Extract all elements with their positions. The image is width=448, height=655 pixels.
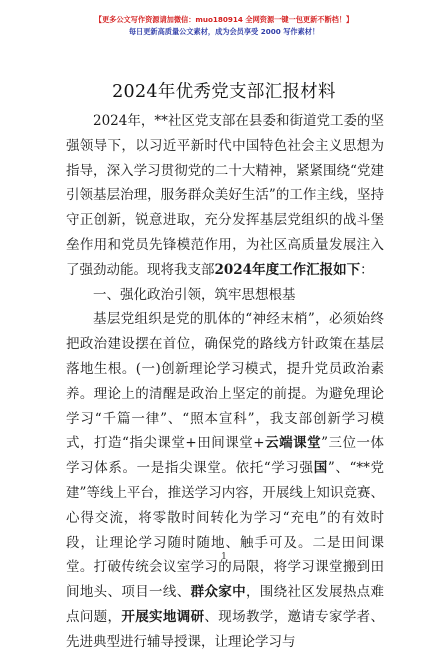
section-1-bold-2: 国 — [313, 460, 328, 477]
section-1-text-d: ，围绕社区发展热点难点问题， — [66, 584, 385, 625]
intro-bold-text: 2024年度工作汇报如下 — [214, 261, 361, 278]
section-1-bold-1: 云端课堂 — [264, 435, 322, 452]
section-1-bold-4: 开展实地调研 — [121, 608, 205, 625]
page-number: 1 — [221, 552, 227, 562]
document-title: 2024年优秀党支部汇报材料 — [112, 82, 336, 102]
section-1-text-a: 基层党组织是党的肌体的“神经末梢”，必须始终把政治建设摆在首位，确保党的路线方针政策在基层落地生根。(一)创新理论学习模式，提升党员政治素养。理论上的清醒是政治上坚定的前提。为避免理论学习“千篇一律”、“照本宣科”，我支部创新学习模式，打造“指尖课堂+田间课堂+ — [66, 311, 384, 452]
section-1-paragraph — [66, 307, 384, 654]
section-heading-1: 一、强化政治引领，筑牢思想根基 — [93, 286, 296, 303]
section-1-text-b: ”三位一体学习体系。一是指尖课堂。依托“学习强 — [66, 435, 384, 477]
section-1-text-e: 、现场教学，邀请专家学者、先进典型进行辅导授课，让理论学习与 — [66, 608, 385, 650]
promo-banner-line-1: 【更多公文写作资源请加微信：muo180914 全网资源一键一包更新不断档！】 — [94, 15, 354, 24]
section-1-bold-3: 群众家中 — [190, 584, 246, 601]
intro-text: 2024年，**社区党支部在县委和街道党工委的坚强领导下，以习近平新时代中国特色社会主义思想为指导，深入学习贯彻党的二十大精神，紧紧围绕“党建引领基层治理，服务群众美好生活”的工作主线，坚持守正创新，锐意进取，充分发挥基层党组织的战斗堡垒作用和党员先锋模范作用，为社区高质量发展注入了强劲动能。现将我支部 — [66, 113, 384, 278]
section-1-text-c: ”、“**党建”等线上平台，推送学习内容，开展线上知识竞赛、心得交流，将零散时间转化为学习“充电”的有效时段，让理论学习随时随地、触手可及。二是田间课堂。打破传统会议室学习的局限，将学习课堂搬到田间地头、项目一线、 — [66, 460, 385, 601]
document-body — [66, 109, 384, 655]
intro-end: ： — [360, 261, 374, 278]
promo-banner-line-2: 每日更新高质量公文素材，成为会员享受 2000 写作素材！ — [128, 27, 320, 36]
intro-paragraph — [66, 109, 384, 283]
